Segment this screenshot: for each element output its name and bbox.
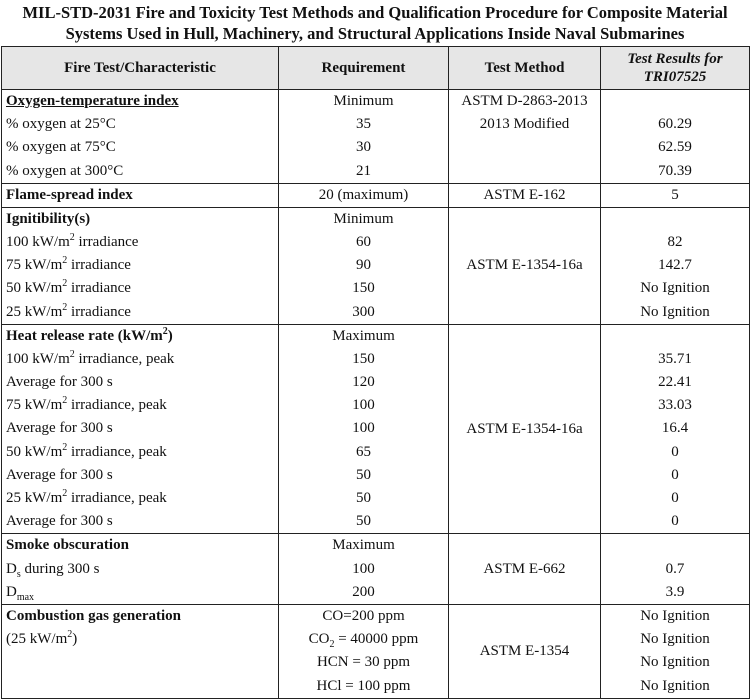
ignitibility-results <box>601 207 750 324</box>
flame-result: 5 <box>601 183 750 207</box>
oxygen-req-0: 35 <box>356 116 371 133</box>
ignitibility-req-title: Minimum <box>333 210 394 227</box>
ignitibility-req-3: 300 <box>352 303 375 320</box>
gas-req-co: CO=200 ppm <box>322 607 405 624</box>
header-row <box>2 47 750 90</box>
heat-result-4: 0 <box>671 443 679 460</box>
gas-requirements <box>279 604 449 698</box>
smoke-labels <box>2 534 279 605</box>
group-oxygen <box>2 90 750 184</box>
test-results-table <box>1 46 750 699</box>
heat-req-6: 50 <box>356 490 371 506</box>
smoke-results <box>601 534 750 605</box>
oxygen-method <box>449 90 601 184</box>
heat-req-0: 150 <box>352 350 375 367</box>
oxygen-requirements <box>279 90 449 184</box>
header-results <box>601 47 750 90</box>
ignitibility-result-2: No Ignition <box>640 280 710 297</box>
heat-labels <box>2 324 279 534</box>
oxygen-results <box>601 90 750 184</box>
smoke-ds-req: 100 <box>352 560 375 577</box>
smoke-ds-result: 0.7 <box>665 560 685 577</box>
oxygen-method-line1: ASTM D-2863-2013 <box>461 93 588 109</box>
heat-label-6: 25 $kW/m^2$ irradiance, peak <box>6 488 167 506</box>
heat-result-1: 22.41 <box>658 374 692 391</box>
gas-subtitle: (25 $kW/m^2$) <box>6 629 78 648</box>
heat-label-0: 100 $kW/m^2$ irradiance, peak <box>6 348 175 367</box>
group-flame <box>2 183 750 207</box>
heat-req-4: 65 <box>356 443 371 460</box>
heat-label-5: Average for 300 s <box>6 466 113 483</box>
smoke-req-title: Maximum <box>332 537 395 554</box>
heat-req-3: 100 <box>352 420 375 437</box>
gas-result-0: No Ignition <box>640 607 710 624</box>
heat-label-3: Average for 300 s <box>6 420 113 437</box>
smoke-dmax-result: 3.9 <box>665 583 685 600</box>
header-characteristic: Fire Test/Characteristic <box>2 47 279 90</box>
header-requirement: Requirement <box>279 47 449 90</box>
gas-result-1: No Ignition <box>640 631 710 648</box>
flame-method: ASTM E-162 <box>449 183 601 207</box>
heat-result-7: 0 <box>671 513 679 530</box>
title-line-1: MIL-STD-2031 Fire and Toxicity Test Methods and Qualification Procedure for Composite Material <box>22 3 728 22</box>
heat-result-2: 33.03 <box>658 397 692 414</box>
oxygen-req-2: 21 <box>356 162 371 179</box>
heat-result-5: 0 <box>671 466 679 483</box>
smoke-dmax-label: $D_{max}$ <box>6 583 35 603</box>
smoke-requirements <box>279 534 449 605</box>
gas-result-3: No Ignition <box>640 677 710 694</box>
oxygen-result-1: 62.59 <box>658 139 692 156</box>
gas-method: ASTM E-1354 <box>449 604 601 698</box>
ignitibility-title: Ignitibility(s) <box>6 210 91 227</box>
heat-results <box>601 324 750 534</box>
oxygen-label-0: % oxygen at 25°C <box>6 116 116 133</box>
heat-label-4: 50 $kW/m^2$ irradiance, peak <box>6 441 167 460</box>
oxygen-method-line2: 2013 Modified <box>479 116 570 133</box>
ignitibility-req-1: 90 <box>356 257 371 274</box>
smoke-method: ASTM E-662 <box>449 534 601 605</box>
header-results-line2: TRI07525 <box>643 69 707 85</box>
oxygen-label-1: % oxygen at 75°C <box>6 139 116 156</box>
gas-results <box>601 604 750 698</box>
ignitibility-label-1: 75 $kW/m^2$ irradiance <box>6 255 131 274</box>
heat-result-3: 16.4 <box>661 420 689 437</box>
gas-title: Combustion gas generation <box>6 607 182 624</box>
heat-req-5: 50 <box>356 466 371 483</box>
gas-req-hcn: HCN = 30 ppm <box>316 654 411 671</box>
ignitibility-result-1: 142.7 <box>658 257 692 274</box>
heat-requirements <box>279 324 449 534</box>
smoke-dmax-req: 200 <box>352 583 375 600</box>
heat-result-0: 35.71 <box>658 350 692 367</box>
oxygen-result-0: 60.29 <box>658 116 692 133</box>
heat-method: ASTM E-1354-16a <box>449 324 601 534</box>
oxygen-req-title: Minimum <box>333 93 394 109</box>
flame-req: 20 (maximum) <box>279 183 449 207</box>
ignitibility-method: ASTM E-1354-16a <box>449 207 601 324</box>
ignitibility-req-2: 150 <box>352 280 375 297</box>
heat-title: Heat release rate $(kW/m^2)$ <box>6 325 173 344</box>
group-heat-release <box>2 324 750 534</box>
smoke-title: Smoke obscuration <box>6 537 129 554</box>
group-ignitibility <box>2 207 750 324</box>
ignitibility-labels <box>2 207 279 324</box>
ignitibility-requirements <box>279 207 449 324</box>
flame-title: Flame-spread index <box>2 183 279 207</box>
gas-req-co2: $CO_2 = 40000$ ppm <box>308 631 419 651</box>
heat-req-7: 50 <box>356 513 371 530</box>
heat-label-2: 75 $kW/m^2$ irradiance, peak <box>6 395 167 414</box>
title-line-2: Systems Used in Hull, Machinery, and Structural Applications Inside Naval Submarines <box>65 24 685 43</box>
ignitibility-label-2: 50 $kW/m^2$ irradiance <box>6 278 131 297</box>
ignitibility-label-3: 25 $kW/m^2$ irradiance <box>6 301 131 320</box>
gas-result-2: No Ignition <box>640 654 710 671</box>
heat-result-6: 0 <box>671 490 679 506</box>
header-results-line1: Test Results for <box>627 51 723 67</box>
oxygen-req-1: 30 <box>356 139 371 156</box>
gas-labels <box>2 604 279 698</box>
oxygen-title: Oxygen-temperature index <box>6 93 179 109</box>
ignitibility-result-3: No Ignition <box>640 303 710 320</box>
group-smoke <box>2 534 750 605</box>
smoke-ds-label: $D_s$ during 300 s <box>6 560 100 580</box>
header-method: Test Method <box>449 47 601 90</box>
gas-req-hcl: HCl = 100 ppm <box>316 677 411 694</box>
heat-label-1: Average for 300 s <box>6 374 113 391</box>
group-combustion-gas <box>2 604 750 698</box>
document-title <box>0 0 750 46</box>
oxygen-result-2: 70.39 <box>658 162 692 179</box>
ignitibility-result-0: 82 <box>667 233 683 250</box>
heat-req-2: 100 <box>352 397 375 414</box>
ignitibility-label-0: 100 $kW/m^2$ irradiance <box>6 231 139 250</box>
heat-label-7: Average for 300 s <box>6 513 113 530</box>
heat-req-title: Maximum <box>332 327 395 344</box>
heat-req-1: 120 <box>352 374 375 391</box>
ignitibility-req-0: 60 <box>356 233 371 250</box>
oxygen-labels <box>2 90 279 184</box>
oxygen-label-2: % oxygen at 300°C <box>6 162 124 179</box>
